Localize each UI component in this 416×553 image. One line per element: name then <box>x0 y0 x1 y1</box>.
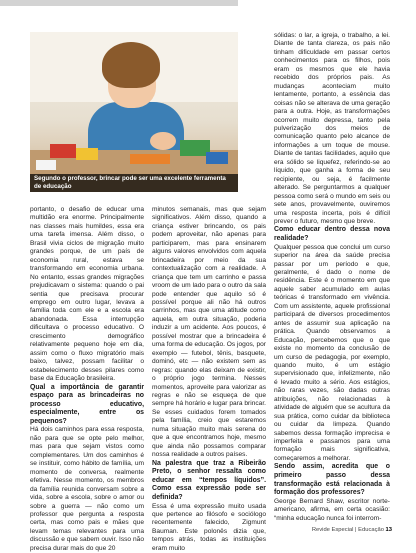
article-photo <box>30 32 238 192</box>
question-heading: Como educar dentro dessa nova realidade? <box>274 226 390 243</box>
paragraph: Há dois caminhos para essa resposta, não para que se opte pelo melhor, mas para que sejam vistos como complementares. Um dos caminhos é se instituir, como hábito de família, um momento de conversa, realmente efetiva. Nesse momento, os membros da família reunida conversam sobre a vida, sobre a escola, sobre o amor ou sobre a guerra — não como um professor que pergunta a resposta certa, mas como pais e mães que levam temas relevantes para uma discussão e que sabem ouvir. Isso não precisa durar mais do que 20 <box>30 426 144 552</box>
top-strip <box>0 0 416 11</box>
paragraph: minutos semanais, mas que sejam significativos. Além disso, quando a criança estiver brincando, os pais podem aproveitar, não apenas para participarem, mas para ensinarem alguns valores envolvidos com aquela brincadeira por meio da sua contextualização com a realidade. A criança que tem um carrinho e passa vroom de um lado para o outro da sala pode entender que aquilo só é possível porque ali não há outros carrinhos, mas que uma atitude como aquela, em outra situação, poderia induzir a um acidente. Aos poucos, é possível mostrar que a brincadeira é uma forma de educação. Os jogos, por exemplo — futebol, tênis, basquete, dominó, etc — não existem sem as regras: quando elas deixam de existir, o próprio jogo termina. Nesses momentos, aproveite para valorizar as regras e não se esqueça de que sempre há horário e lugar para brincar. Se esses cuidados forem tomados pela família, creio que estaremos numa situação muito mais serena do que a que encontramos hoje, mesmo que ainda não possamos comparar nossa realidade a outros países. <box>152 206 266 459</box>
page-number: 13 <box>385 527 392 533</box>
page-footer <box>312 527 392 533</box>
toy-block-red <box>50 144 76 158</box>
paragraph: George Bernard Shaw, escritor norte-americano, afirma, em certa ocasião: “minha educação nunca foi interrom- <box>274 497 390 522</box>
photo-child-hair <box>102 42 160 88</box>
photo-caption: Segundo o professor, brincar pode ser uma excelente ferramenta de educação <box>30 174 238 192</box>
magazine-name: Revide Especial | Educação <box>311 527 384 533</box>
paragraph: Essa é uma expressão muito usada que pertence ao filósofo e sociólogo recentemente falecido, Zigmunt Bauman. Este polonês dizia que, tempos atrás, todas as instituições eram muito <box>152 502 266 552</box>
question-heading: Sendo assim, acredita que o primeiro passo dessa transformação está relacionada à formação dos professores? <box>274 463 390 497</box>
toy-block-blue <box>206 152 228 164</box>
toy-block-white <box>36 160 56 170</box>
column-middle <box>152 206 266 553</box>
paragraph: Qualquer pessoa que conclui um curso superior na área da saúde precisa passar por um período e que, geralmente, é dado o nome de residência. Este é o momento em que aquele saber acumulado em aulas teóricas é transformado em vivência. Com um assistente, aquele profissional participará de diversos procedimentos antes de assumir sua aplicação na prática. Quando observamos a Educação, percebemos que o que existe no momento da conclusão de um curso de pedagogia, por exemplo, quando muito, é um estágio supervisionado que, infelizmente, não é levado muito a sério. Aos estágios, não raras vezes, são dadas outras atribuições, não relacionadas à atividade de alguém que se acultura da sua prática, como cuidar da biblioteca ou cuidar da limpeza. Quando sabemos dessa formação imprecisa e imperfeita e passamos para uma formação mais significativa, começaremos a melhorar. <box>274 243 390 462</box>
question-heading: Qual a importância de garantir espaço para as brincadeiras no processo educativo, especialmente, entre os pequenos? <box>30 383 144 425</box>
top-gray-bar <box>0 0 238 6</box>
paragraph: sólidas: o lar, a igreja, o trabalho, a lei. Diante de tanta clareza, os pais não tinham dificuldade em passar certos conhecimentos para os filhos, pois eram os mesmos que ele havia recebido dos próprios pais. As mudanças aconteciam muito lentamente, portanto, a essência das coisas não se alterava de uma geração para a outra. Hoje, as transformações ocorrem muito depressa, tanto pela pulverização dos meios de comunicação quanto pelo alcance de informações a um toque de mouse. Diante de tantas facilidades, aquilo que era sólido se liquefez, referindo-se ao líquido, que ganha a forma de seu recipiente, ou seja, é facilmente alterado. Se perguntarmos a qualquer pessoa como será o mundo em seis ou sete anos, provavelmente, ouviremos uma resposta incerta, pois é difícil prever o futuro, mesmo que breve. <box>274 32 390 225</box>
photo-child-hand <box>150 132 176 150</box>
toy-block-orange <box>130 154 170 164</box>
column-right <box>274 32 390 523</box>
paragraph: portanto, o desafio de educar uma multidão era enorme. Principalmente nas classes mais humildes, essa era uma tarefa imensa. Além disso, o Brasil vivia ciclos de migração muito grandes porque, de um país de economia rural, estava se transformando em economia urbana. No entanto, essas grandes migrações prejudicavam o sistema: quando o pai sentia que precisava procurar emprego em outro lugar, levava a família toda com ele e a escola era abandonada. Essa interrupção dificultava o processo educativo. O crescimento demográfico relativamente pequeno hoje em dia, assim como o fluxo migratório mais baixo, talvez, possam facilitar o estabelecimento desses pilares como base da Educação brasileira. <box>30 206 144 383</box>
question-heading: Na palestra que traz a Ribeirão Preto, o senhor ressalta como educar em “tempos líquidos”. Como essa expressão pode ser definida? <box>152 459 266 501</box>
toy-block-yellow <box>76 148 98 160</box>
column-left <box>30 206 144 553</box>
